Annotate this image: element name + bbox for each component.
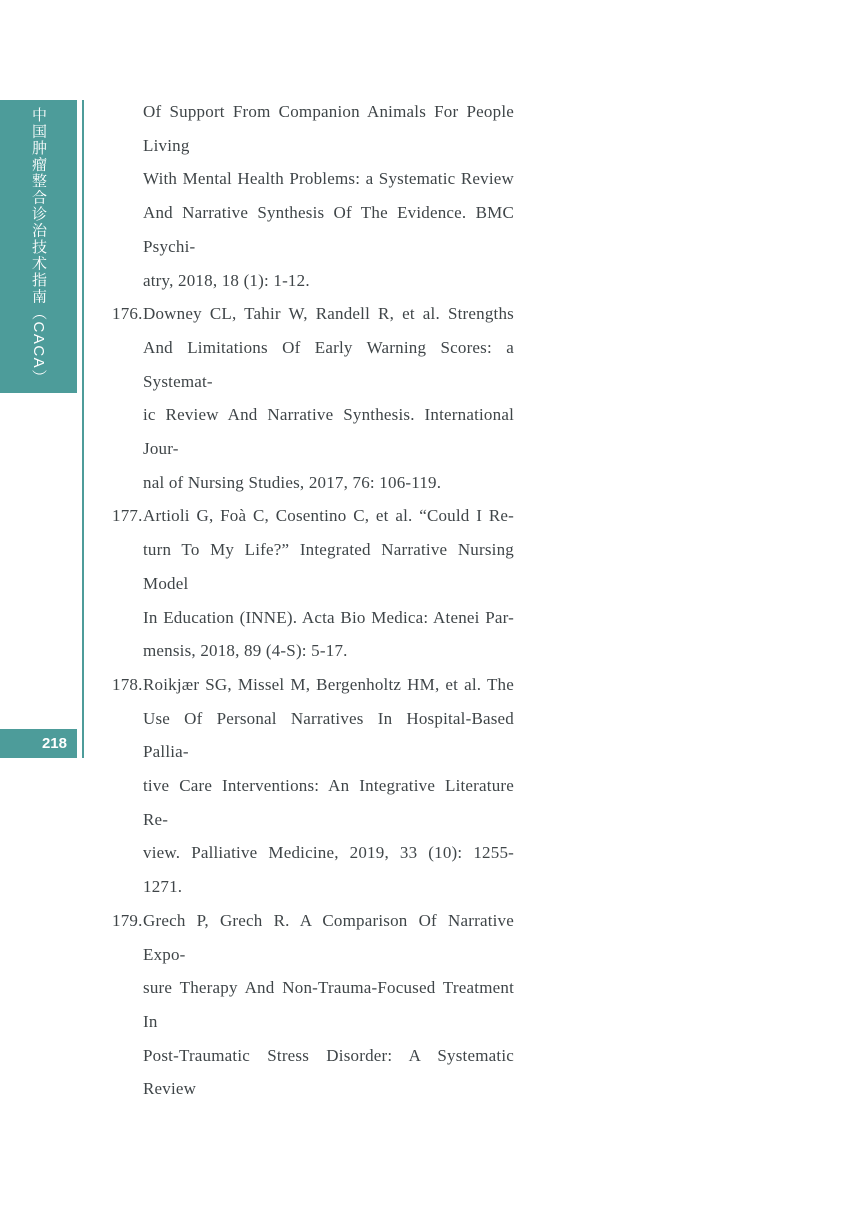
reference-line: ic Review And Narrative Synthesis. International Jour- (143, 405, 514, 459)
reference-line: atry, 2018, 18 (1): 1-12. (143, 270, 310, 290)
page-number-badge (0, 729, 77, 758)
sidebar-banner (0, 100, 77, 393)
book-title-vertical: 中国肿瘤整合诊治技术指南（CACA） (30, 107, 47, 386)
reference-line: Use Of Personal Narratives In Hospital-Based Pallia- (143, 708, 514, 762)
reference-line: view. Palliative Medicine, 2019, 33 (10): 1255- (143, 843, 514, 863)
reference-number: 177. (112, 506, 143, 526)
reference-line: tive Care Interventions: An Integrative Literature Re- (143, 776, 514, 829)
reference-line: In Education (INNE). Acta Bio Medica: Atenei Par- (143, 607, 514, 627)
reference-item-175-continuation (143, 95, 514, 297)
reference-line: Of Support From Companion Animals For People Living (143, 102, 514, 155)
reference-line: turn To My Life?” Integrated Narrative Nursing Model (143, 540, 514, 593)
reference-line: And Narrative Synthesis Of The Evidence. BMC Psychi- (143, 203, 514, 256)
reference-number: 178. (112, 674, 143, 694)
reference-line: mensis, 2018, 89 (4-S): 5-17. (143, 641, 348, 661)
reference-number: 179. (112, 910, 143, 930)
reference-line: And Limitations Of Early Warning Scores: a Systemat- (143, 337, 514, 391)
reference-list (112, 95, 514, 1106)
reference-item-177 (112, 499, 514, 668)
reference-line: With Mental Health Problems: a Systematic Review (143, 169, 514, 189)
reference-number: 176. (112, 304, 143, 324)
reference-line: sure Therapy And Non-Trauma-Focused Treatment In (143, 978, 514, 1031)
page-number: 218 (41, 735, 67, 752)
reference-line: nal of Nursing Studies, 2017, 76: 106-119. (143, 472, 442, 492)
reference-item-176 (112, 297, 514, 499)
reference-item-179 (112, 904, 514, 1106)
reference-line: Roikjær SG, Missel M, Bergenholtz HM, et al. The (143, 674, 514, 694)
reference-line: 1271. (143, 877, 183, 897)
reference-line: Post-Traumatic Stress Disorder: A Systematic Review (143, 1045, 514, 1099)
reference-line: Grech P, Grech R. A Comparison Of Narrative Expo- (143, 910, 514, 964)
vertical-divider (82, 100, 84, 758)
reference-line: Artioli G, Foà C, Cosentino C, et al. “Could I Re- (143, 506, 514, 526)
reference-item-178 (112, 668, 514, 904)
reference-line: Downey CL, Tahir W, Randell R, et al. Strengths (143, 304, 514, 324)
